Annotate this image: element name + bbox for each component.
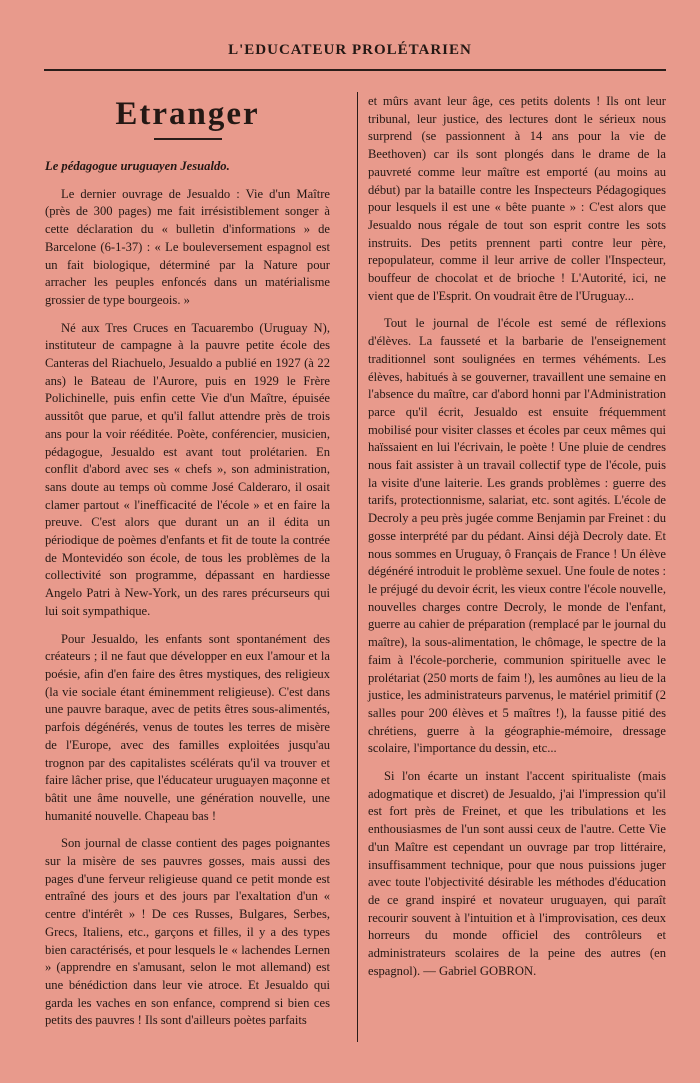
paragraph: Pour Jesualdo, les enfants sont spontanément des créateurs ; il ne faut que développer en eux l'amour et la poésie, afin d'en faire des êtres mystiques, des religieux (la vie sociale étant éminemment religieuse). C'est dans une pauvre baraque, avec de petits êtres sous-alimentés, parfois dégénérés, venus de toutes les terres de misère de l'Europe, avec des familles exploitées jusqu'au trognon par des capitalistes scélérats qu'il va trouver et faire lâcher prise, que l'éducateur uruguayen maçonne et bâtit une âme nouvelle, une génération nouvelle, une humanité nouvelle. Chapeau bas ! (45, 631, 330, 823)
paragraph: Le dernier ouvrage de Jesualdo : Vie d'un Maître (près de 300 pages) me fait irrésistiblement songer à cette déclaration du « bulletin d'informations » de Barcelone (6-1-37) : « Le bouleversement espagnol est un fait biologique, déterminé par la Nature pour arracher les peuples enfoncés dans un matérialisme grossier de type bourgeois. » (45, 186, 330, 307)
article-subtitle: Le pédagogue uruguayen Jesualdo. (45, 159, 230, 173)
running-header: L'EDUCATEUR PROLÉTARIEN (228, 42, 472, 58)
right-column (368, 93, 666, 990)
header-rule (44, 69, 666, 71)
paragraph: Né aux Tres Cruces en Tacuarembo (Uruguay N), instituteur de campagne à la pauvre petite école des Canteras del Riachuelo, Jesualdo a publié en 1927 (à 22 ans) le Bateau de l'Aurore, puis en 1929 le Frère Polichinelle, puis enfin cette Vie d'un Maître, épuisée aussitôt que parue, et qu'il fallut attendre près de trois ans pour la voir rééditée. Poète, conférencier, musicien, pédagogue, Jesualdo est avant tout prolétarien. En conflit d'abord avec ses « chefs », son administration, sans doute au temps où comme José Calderaro, il osait clamer partout « l'inefficacité de l'école » et en faire la preuve. C'est alors que durant un an il édita un périodique de poèmes d'enfants et fit de toute la contrée de Montevidéo son école, de tous les problèmes de la collectivité son programme, dépassant en hardiesse Angelo Patri à New-York, un des rares précurseurs qui lui soit sympathique. (45, 320, 330, 618)
paragraph: et mûrs avant leur âge, ces petits dolents ! Ils ont leur tribunal, leur justice, des lectures dont le sérieux nous surprend (se passionnent à 14 ans pour la vie de Beethoven) car ils sont plongés dans le drame de la pauvreté comme leur maître est emporté (au moins au début) par la bataille contre les Inspecteurs Pédagogiques pour lesquels il est une « bête puante » : C'est alors que Jesualdo nous régale de tout son esprit contre les sots instruits. Des petits prennent parti contre leur père, repopulateur, comme il leur arrive de coller l'Inspecteur, bouffeur de chocolat et de brioche ! L'Autorité, ici, ne vient que de l'Esprit. On voudrait être de l'Uruguay... (368, 94, 666, 303)
column-divider (357, 92, 358, 1042)
title-underline (154, 138, 222, 140)
paragraph: Si l'on écarte un instant l'accent spiritualiste (mais adogmatique et discret) de Jesualdo, j'ai l'impression qu'il est fort près de Freinet, et que les tribulations et les enthousiasmes de l'un sont aussi ceux de l'autre. Cette Vie d'un Maître est cependant un ouvrage par trop littéraire, insuffisamment technique, pour que nous puissions juger avec toute l'objectivité désirable les méthodes d'éducation de ce grand inspiré et novateur uruguayen, qui paraît recourir souvent à l'intuition et à l'improvisation, ces deux horreurs du monde officiel des contrôleurs et administrateurs scolaires de la peine des autres (en espagnol). — Gabriel GOBRON. (368, 769, 666, 978)
article-title: Etranger (115, 96, 260, 132)
left-column (45, 90, 330, 1040)
paragraph: Son journal de classe contient des pages poignantes sur la misère de ses pauvres gosses, mais aussi des pages d'une ferveur religieuse quand ce petit monde est entraîné des jours et des jours par l'exaltation d'un « centre d'intérêt » ! De ces Russes, Bulgares, Serbes, Grecs, Italiens, etc., garçons et filles, il y a des types bien caractérisés, et pour lesquels le « lachendes Lernen » (apprendre en s'amusant, selon le mot allemand) est une bénédiction dans leur vie atroce. Et Jesualdo qui garda les vaches en son enfance, comprend si bien ces petits des pauvres ! Ils sont d'ailleurs poètes parfaits (45, 836, 330, 1028)
paragraph: Tout le journal de l'école est semé de réflexions d'élèves. La fausseté et la barbarie de l'enseignement traditionnel sont soulignées en termes véhéments. Les élèves, habitués à se gouverner, travaillent une semaine en l'absence du maître, car d'abord honni par l'Administration parce qu'il écrit, Jesualdo est ensuite fréquemment mobilisé pour visiter classes et écoles par ceux mêmes qui haïssaient en lui l'écrivain, le poète ! Une pluie de cendres nous fait assister à un travail collectif type de l'école, puis la visite d'une laiterie. Les grands problèmes : guerre des tarifs, protectionnisme, salariat, etc. sont agités. L'école de Decroly a peu près jugée comme Benjamin par Freinet : du gosse interprété par du pédant. Ainsi déjà Decroly date. Et nous sommes en Uruguay, ô Français de France ! Un élève dégénéré introduit le problème sexuel. Une foule de notes : le préjugé du devoir écrit, les vieux contre l'école nouvelle, nouvelles charges contre Decroly, le monde de l'enfant, guerre au cahier de préparation (remplacé par le journal du maître), la sous-alimentation, le chômage, le spectre de la faim à l'école-porcherie, communion spirituelle avec le prolétariat (250 morts de faim !), les aumônes au lieu de la justice, les administrateurs parvenus, le matériel primitif (2 salles pour 200 élèves et 5 maîtres !), la fausse pitié des chrétiens, guerre à la géographie-mémoire, dressage scolaire, l'importance du dessin, etc... (368, 316, 666, 756)
